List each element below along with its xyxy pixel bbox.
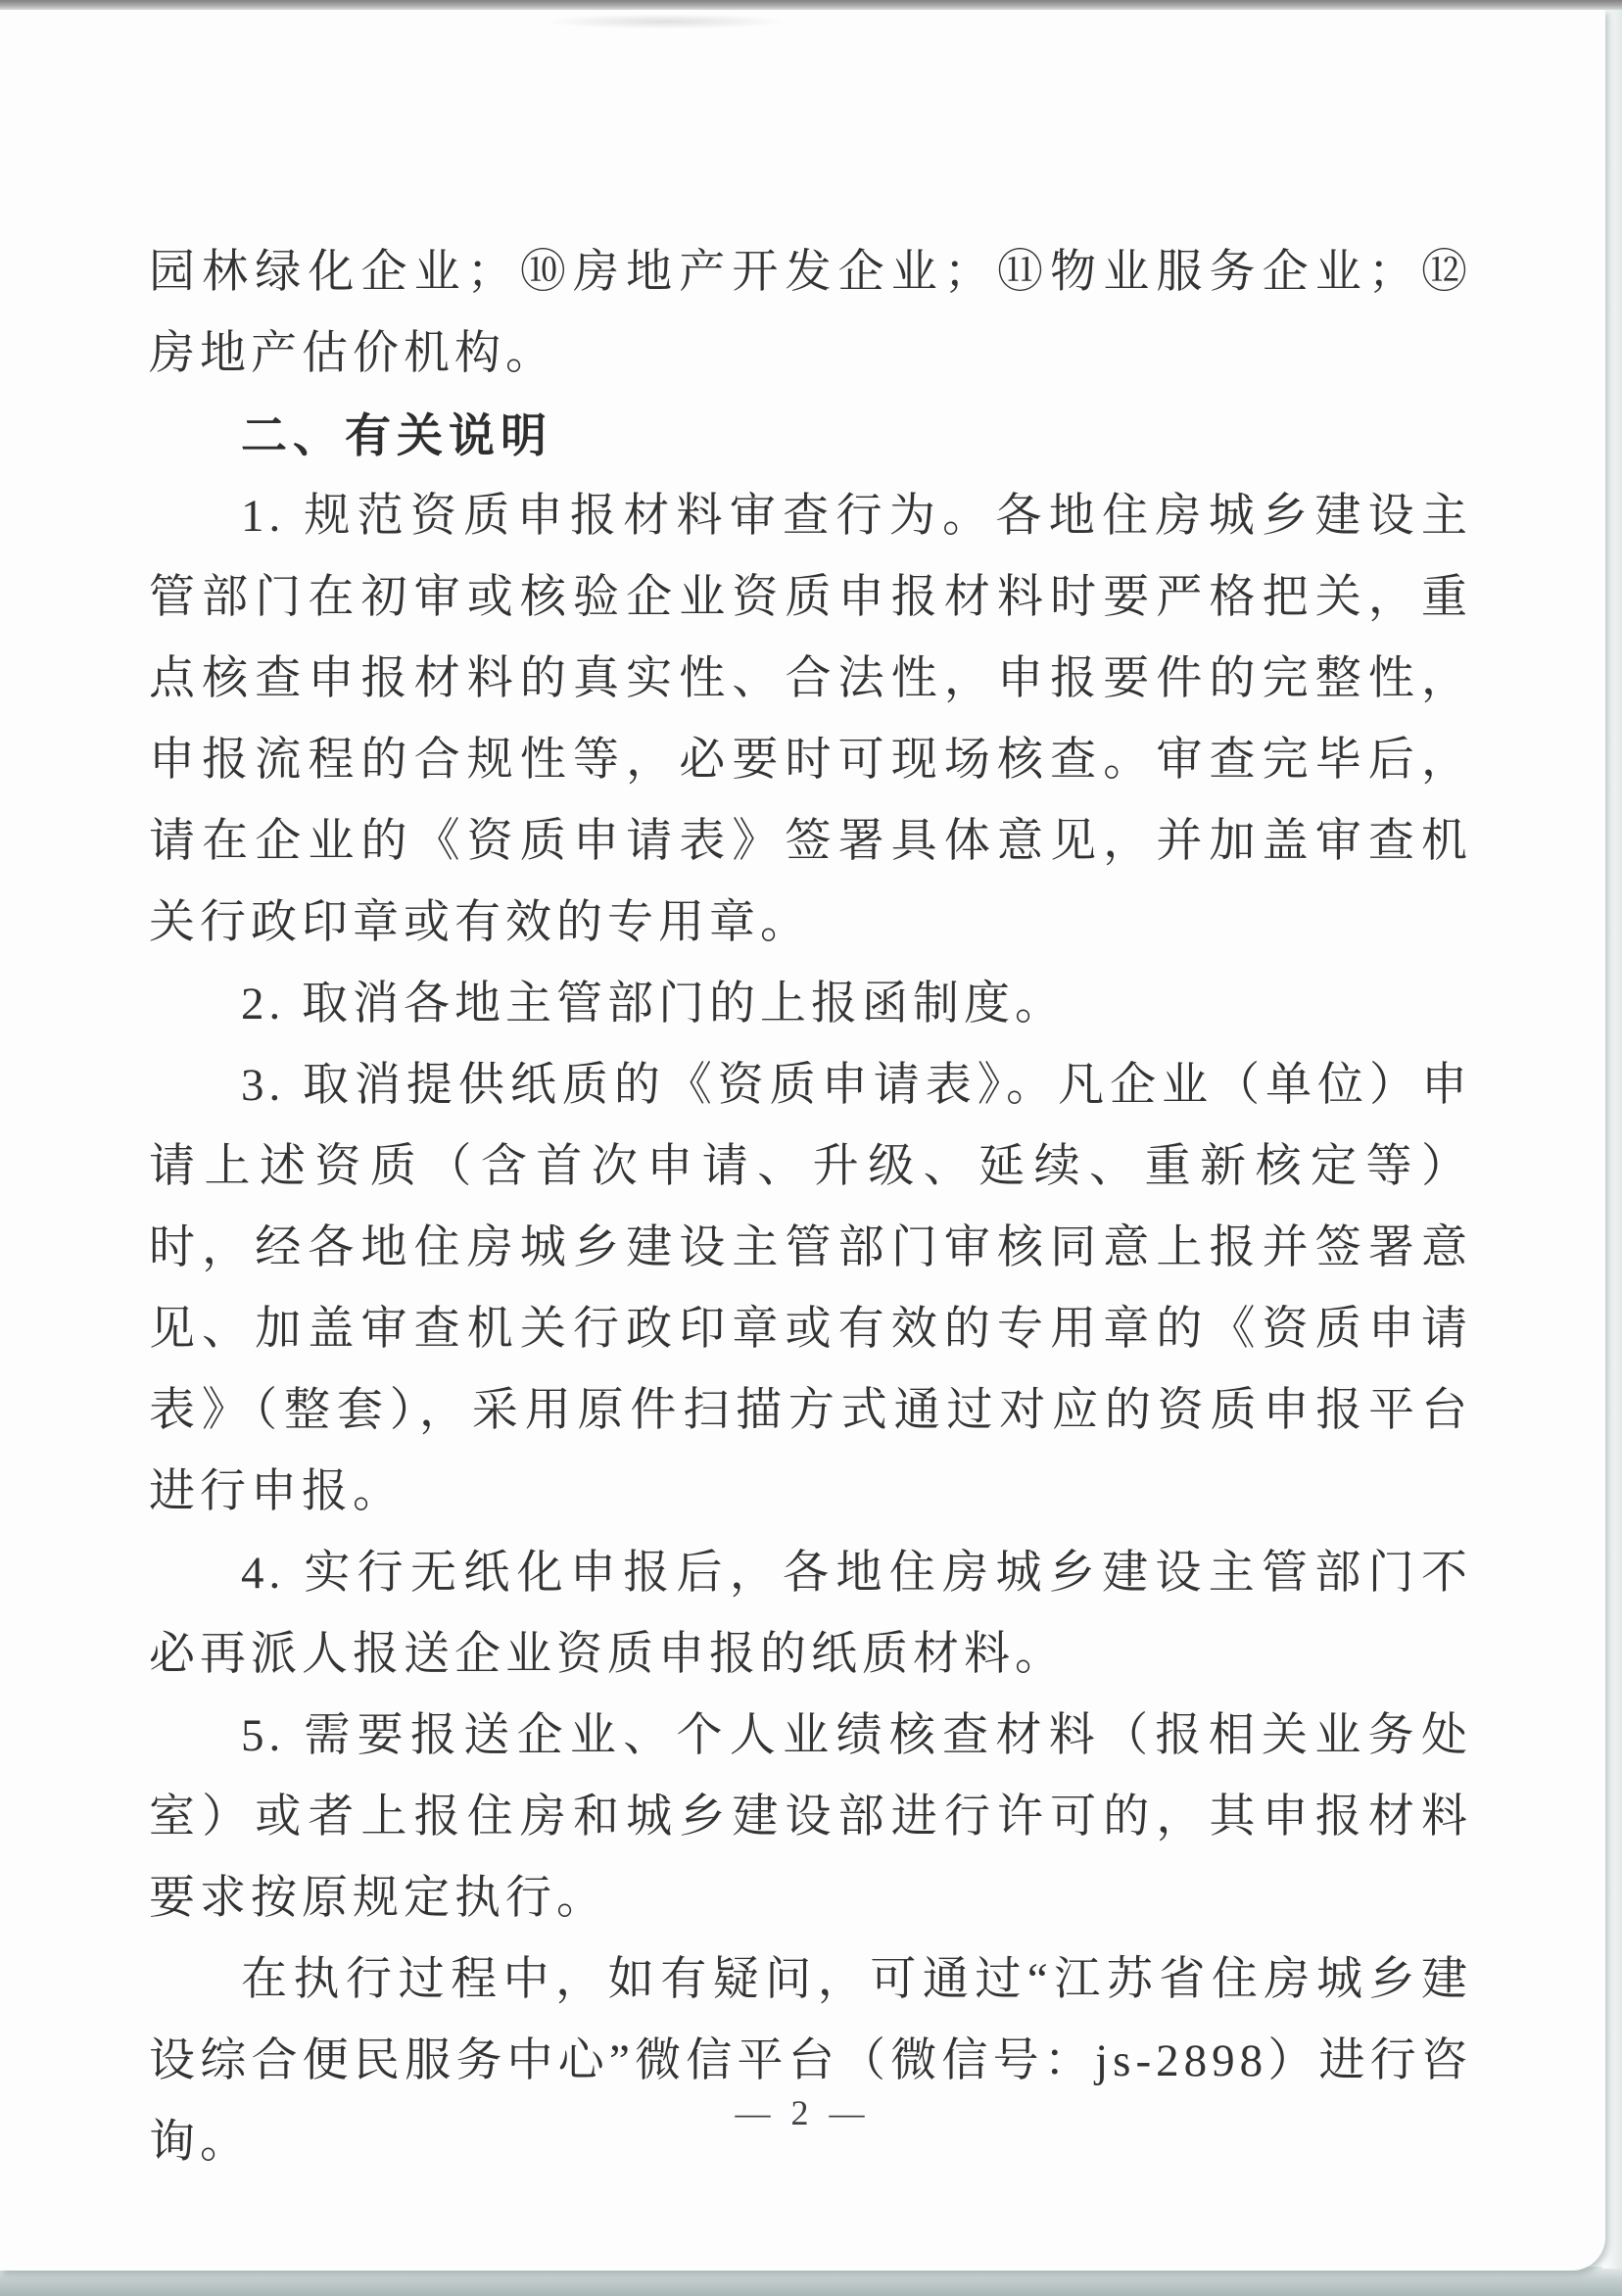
paragraph-item-5: 5. 需要报送企业、个人业绩核查材料（报相关业务处室）或者上报住房和城乡建设部进行许可的，其申报材料要求按原规定执行。 xyxy=(149,1710,1472,1924)
paragraph-item-2: 2. 取消各地主管部门的上报函制度。 xyxy=(241,979,1066,1029)
scan-band-bottom xyxy=(0,2267,1622,2296)
scan-band-right xyxy=(1602,10,1622,2269)
page-number: — 2 — xyxy=(735,2093,871,2132)
scan-edge-top xyxy=(0,0,1622,10)
document-page xyxy=(0,9,1605,2271)
paragraph-continuation: 园林绿化企业；⑩房地产开发企业；⑪物业服务企业；⑫房地产估价机构。 xyxy=(149,247,1472,379)
paragraph-item-3: 3. 取消提供纸质的《资质申请表》。凡企业（单位）申请上述资质（含首次申请、升级、延续、重新核定等）时，经各地住房城乡建设主管部门审核同意上报并签署意见、加盖审查机关行政印章或有效的专用章的《资质申请表》（整套），采用原件扫描方式通过对应的资质申报平台进行申报。 xyxy=(149,1060,1472,1517)
paragraph-closing: 在执行过程中，如有疑问，可通过“江苏省住房城乡建设综合便民服务中心”微信平台（微信号：js-2898）进行咨询。 xyxy=(149,1954,1472,2168)
paragraph-item-1: 1. 规范资质申报材料审查行为。各地住房城乡建设主管部门在初审或核验企业资质申报材料时要严格把关，重点核查申报材料的真实性、合法性，申报要件的完整性，申报流程的合规性等，必要时可现场核查。审查完毕后，请在企业的《资质申请表》签署具体意见，并加盖审查机关行政印章或有效的专用章。 xyxy=(149,491,1472,948)
document-body xyxy=(0,9,1605,2183)
paragraph-item-4: 4. 实行无纸化申报后，各地住房城乡建设主管部门不必再派人报送企业资质申报的纸质材料。 xyxy=(149,1548,1472,1680)
scan-smudge xyxy=(544,14,788,29)
section-heading: 二、有关说明 xyxy=(241,409,552,461)
